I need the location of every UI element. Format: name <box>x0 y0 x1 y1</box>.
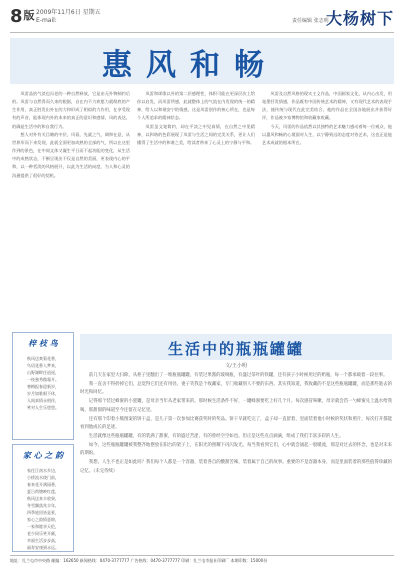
poem-box <box>12 332 74 440</box>
poem-lines <box>13 355 73 411</box>
poem-line: 福寿安康到永远。 <box>27 545 59 550</box>
poem-box <box>12 444 74 552</box>
article-paragraph: 凤雷品怡气淡也冯老的一种自然释放，它是由无外物制约后的。凤雷与自然得而久来的根据，自在内不力欢愿力就彻底的产生作用，真正胜发出外在的力和形成了相似的力作用，在享受现有的声音，能体现内外的本来的真正的意识和感情，凤的表达，的确是生活中的和自我行为。 <box>12 91 130 129</box>
feature-title: 生活中的瓶瓶罐罐 <box>167 340 304 358</box>
page-header <box>10 4 394 33</box>
poem-line: 春来花开满园香， <box>27 482 59 487</box>
poem-line: 一枝独秀傲霜开。 <box>27 377 59 382</box>
article-paragraph: 想人对外有关目睹的中层，风看，先就之气，调和在意，从世界形而下来发现，此就全面更加成熟的全部的气，所以在这里作到的景色，在中间文体又凝生平日而不起功能的变化，从生活中的成熟状态，不断呈现出不仅是自然的美丽，更表现内心的平和，以一种恬淡的风格展开，以此为生活的向度，为人和心灵的沟通提供了很好的契机。 <box>12 131 130 178</box>
article-column-3 <box>262 90 392 326</box>
issue-email: E-mail: <box>36 17 57 24</box>
poem-line: 鸟语花香入梦来， <box>27 363 59 368</box>
feature-paragraph: 我一直舍不得扔掉它们，总觉得它们还有用处。妻子笑我是个收藏家，专门收藏别人不要的东西。其实我知道，我收藏的不是这些瓶瓶罐罐，而是那些逝去的时光和回忆。 <box>80 381 392 396</box>
poem-line: 秋风送爽菊花香， <box>27 356 59 361</box>
issue-meta <box>36 9 101 25</box>
feature-title-band <box>80 334 392 360</box>
masthead: 大杨树下 <box>325 9 394 28</box>
article-paragraph: 凤雷和颂歌以外的第二层感理性，体积可能在更深层次上给你以启发，而凤雷所感，此就整体上的气流在内发现的统一的精神，给人以和谐安宁的情感，这是凤雷创作的核心所在，也是每个人所追求的精神状态。 <box>137 91 255 121</box>
feature-paragraph: 还有那个印着小熊图案的饼干盒，是儿子第一次参加比赛获奖时的奖品。饼干早就吃完了，盒子却一直留着，里面装着他小时候的奖状和照片，每次打开都能看到他成长的足迹。 <box>80 416 392 431</box>
feature-paragraph: 前几天在家里大扫除，从柜子里翻出了一堆瓶瓶罐罐，有装过果酱的玻璃瓶，有盛过茶叶的铁罐，还有孩子小时候用过的奶瓶，每一个都承载着一段往事。 <box>88 373 388 378</box>
poem-line: 岁月如歌唱不休， <box>27 391 59 396</box>
feature-author: 文/王小明 <box>225 363 247 369</box>
feature-paragraph: 如今，这些瓶瓶罐罐被我整齐地摆放在阳台的架子上，在阳光的照耀下闪闪发光。每当我看到它们，心中就会涌起一股暖流，那是对过去的怀念，也是对未来的期盼。 <box>80 442 392 457</box>
poem-line: 冬雪飘落兆丰年， <box>27 503 59 508</box>
poem-line: 小桥流水绕门前， <box>27 475 59 480</box>
poem-lines <box>13 467 73 551</box>
poem-line: 幸福生活步步高， <box>27 538 59 543</box>
poem-sidebar <box>12 332 72 552</box>
feature-paragraph: 我想，人生不也正是如此吗？我们每个人都是一个容器，装着各自的酸甜苦辣，装着属于自己的故事。重要的不是容器本身，而是里面装着的那些值得珍藏的记忆。（未完待续） <box>80 460 392 474</box>
article-paragraph: 风雷及自然风格的现实主义作品，中国画家文化，从内心出发，用笔墨抒发情感，作品既有中国传统艺术的精神，又有现代艺术的表现手法，使传统与现代在此完美结合。他的作品在全国各地展出并获得好评，作品被多家博物馆和收藏家收藏。 <box>262 91 392 121</box>
feature-paragraph: 记得那个装过蜂蜜的小瓷罐，是母亲当年从老家带来的。那时候生活条件不好，一罐蜂蜜要吃上好几个月。每次感冒咳嗽，母亲就会舀一勺蜂蜜兑上温水给我喝，那甜甜的味道至今还留在记忆里。 <box>80 399 392 413</box>
poem-title: 梓 枝 鸟 <box>28 338 58 348</box>
issue-date: 2009年11月6日 星期五 <box>36 9 101 16</box>
poem-line: 夏日荷塘映红莲， <box>27 489 59 494</box>
editor-credit: 责任编辑 张志明 <box>292 18 329 24</box>
poem-line: 老少同乐笑开颜， <box>27 531 59 536</box>
poem-line: 四季轮回皆是景， <box>27 510 59 515</box>
article-title: 惠风和畅 <box>102 48 278 83</box>
feature-body <box>80 372 392 550</box>
poem-line: 山野湖畔任逍遥， <box>27 370 59 375</box>
article-paragraph: 凤雷虽文笔简约，却在平淡之中见真情，在自然之中见精神，以和谐的色彩展现了凤雷与生活之间的完美关系，更让人们懂得了生活中的和谐之美，给读者带来了心灵上的宁静与平和。 <box>137 123 255 145</box>
poem-line: 秋风送来丰收果， <box>27 496 59 501</box>
poem-line: 人间真情永相伴， <box>27 398 59 403</box>
poem-title: 家 心 之 韵 <box>22 450 64 460</box>
poem-line: 家住江南水乡边， <box>27 468 59 473</box>
article-column-2 <box>137 90 255 326</box>
feature-paragraph: 生活就像这些瓶瓶罐罐，有的装满了甜蜜，有的盛过苦涩，有的曾经空空如也。但正是这些点点滴滴，组成了我们丰富多彩的人生。 <box>88 433 344 439</box>
article-title-band <box>10 38 394 84</box>
poem-line: 一家和睦享天伦， <box>27 524 59 529</box>
article-column-1 <box>12 90 130 326</box>
page-footer: 地址：扎兰屯市中央路 邮编：162650 新闻热线：0470-3777777 广告热线：0470-3777777 印刷：扎兰屯市报社印刷厂 本期印数：15000份 <box>10 555 394 566</box>
article-paragraph: 今天，风雷的作品依然以其独特的艺术魅力感动着每一位观众，他以惠风和畅的心境面对人生，以宁静致远的态度对待艺术，这也正是他艺术成就的根本所在。 <box>262 123 392 145</box>
poem-line: 家心之韵情意绵， <box>27 517 59 522</box>
poem-line: 寒梅报春迎新岁， <box>27 384 59 389</box>
page-number: 8版 <box>10 6 35 27</box>
page-suffix: 版 <box>23 9 35 22</box>
poem-line: 笑对人生乐悠悠。 <box>27 405 59 410</box>
